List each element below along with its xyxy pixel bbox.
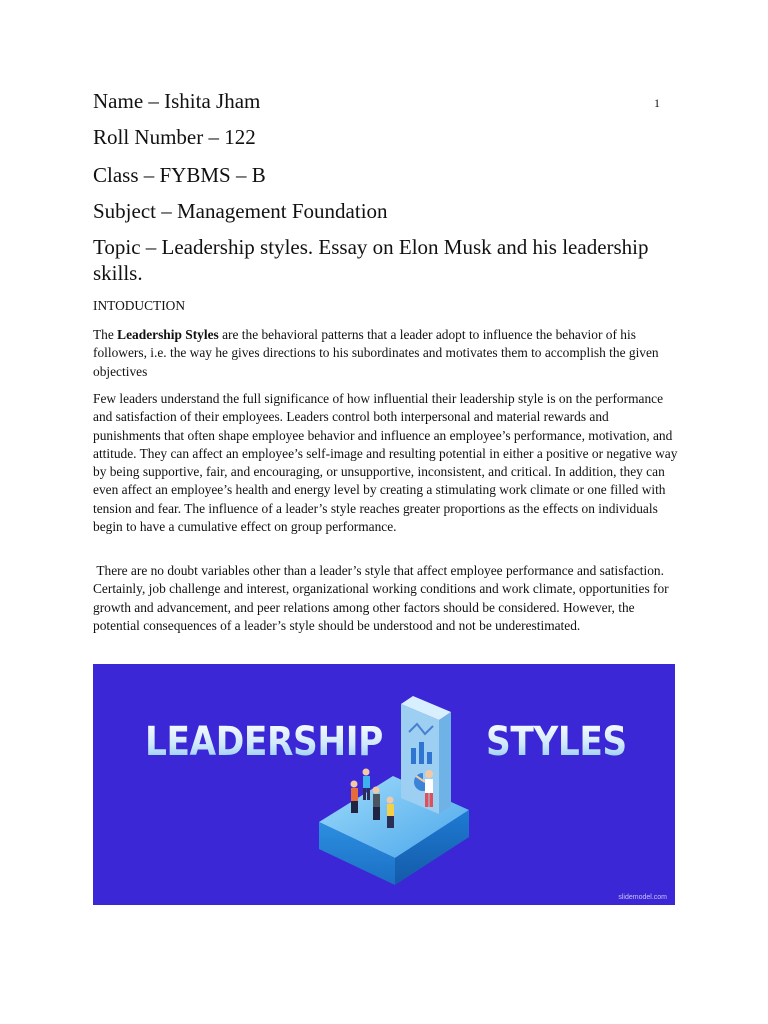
banner-credit: slidemodel.com: [618, 894, 667, 901]
p1-rest: are the behavioral patterns that a leader adopt to influence the behavior of his followers, i.e. the way he gives directions to his subordinates and motivates them to accomplish the given objectives: [93, 327, 659, 379]
page-number: 1: [654, 96, 660, 110]
banner-word-styles: STYLES: [486, 719, 627, 765]
p1-prefix: The: [93, 327, 118, 342]
class-line: Class – FYBMS – B: [93, 163, 266, 187]
subject-line: Subject – Management Foundation: [93, 199, 388, 223]
student-name: Name – Ishita Jham: [93, 89, 261, 113]
introduction-heading: INTODUCTION: [93, 298, 185, 313]
paragraph-variables: There are no doubt variables other than a leader’s style that affect employee performance and satisfaction. Certainly, job challenge and interest, organizational working conditions and work climate, opportunities for growth and advancement, and peer relations among other factors should be considered. However, the potential consequences of a leader’s style should be understood and not be underestimated.: [93, 563, 669, 633]
roll-number: Roll Number – 122: [93, 125, 256, 149]
paragraph-definition: [93, 326, 678, 381]
paragraph-significance: Few leaders understand the full significance of how influential their leadership style is on the performance and satisfaction of their employees. Leaders control both interpersonal and material rewards and punishments that often shape employee behavior and influence an employee’s performance, motivation, and attitude. They can affect an employee’s self-image and resulting potential in either a positive or negative way by being supportive, fair, and encouraging, or unsupportive, inconsistent, and critical. In addition, they can even affect an employee’s health and energy level by creating a stimulating work climate or one filled with tension and fear. The influence of a leader’s style reaches greater proportions as the effects on individuals begin to have a cumulative effect on group performance.: [93, 391, 678, 535]
leadership-styles-banner: [93, 664, 675, 905]
topic-line: Topic – Leadership styles. Essay on Elon Musk and his leadership skills.: [93, 235, 649, 285]
leadership-styles-term: Leadership Styles: [117, 327, 219, 342]
banner-illustration: [93, 664, 675, 905]
banner-word-leadership: LEADERSHIP: [145, 719, 383, 765]
